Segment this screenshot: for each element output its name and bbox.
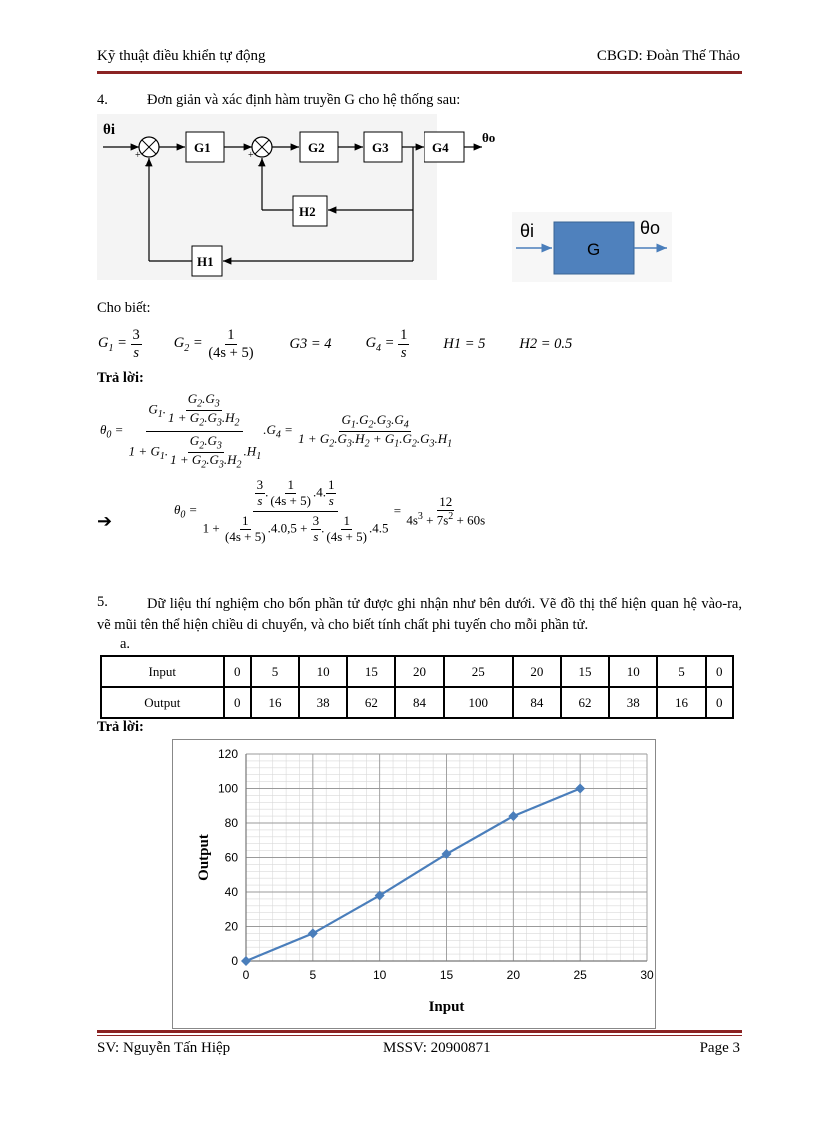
given-values: $G_1$ = $\frac{3}{s}$ $G_2$ = $\frac{1}{(4s + 5)}$ G3 = 4 $G_4$ = $\frac{1}{s}$ H1 = 5 H2 = 0.5 [98,326,573,361]
svg-text:H2: H2 [299,204,316,219]
svg-text:+: + [135,150,141,161]
input-cell: 5 [657,656,705,687]
y-tick-label: 100 [217,781,238,796]
header-rule [97,71,742,74]
header-right: CBGD: Đoàn Thế Thảo [596,48,740,64]
svg-text:–: – [258,160,263,171]
io-chart [172,739,656,1029]
output-cell: 16 [657,687,705,718]
q4-number: 4. [97,92,108,108]
arrow-icon: ➔ [97,511,113,531]
x-tick-label: 5 [309,968,317,982]
block-diagram-output [424,126,504,166]
q4-answer-label: Trả lời: [97,370,144,386]
block-diagram [97,114,437,280]
y-tick-label: 120 [217,747,238,761]
svg-text:–: – [145,160,150,171]
svg-text:G4: G4 [432,140,449,155]
input-cell: 5 [251,656,299,687]
q5-text: Dữ liệu thí nghiệm cho bốn phần tử được ghi nhận như bên dưới. Vẽ đồ thị thể hiện quan hệ vào-ra, vẽ mũi tên thể hiện chiều di chuyển, và cho biết tính chất phi tuyến cho mỗi phần tử. [97,596,742,633]
given-h1: H1 = 5 [443,335,486,352]
input-cell: 25 [444,656,513,687]
input-cell: 15 [561,656,609,687]
x-tick-label: 20 [506,968,521,982]
y-tick-label: 20 [224,919,238,934]
diagram-output-label: θo [482,130,496,145]
x-tick-label: 10 [372,968,387,982]
equation-1: $\theta_0$ = $G_1$. $\frac{G_2.G_3}{1 + G_2.G_3.H_2}$ $1 + G_1$. $\frac{G_2.G_3}{1 + G_2.G_3.H_2}$ $.H_1$ $.G_4$ = $\frac{G_1.G_2.G_3.G_4}{1 + G_2.G_3.H_2 + G_1.G_2.G_3.H_1}$ [100,391,453,471]
output-cell: 62 [561,687,609,718]
output-cell: 100 [444,687,513,718]
footer-left: SV: Nguyễn Tấn Hiệp [97,1040,231,1056]
y-tick-label: 60 [224,850,238,865]
given-h2: H2 = 0.5 [519,335,573,352]
diagram-input-label: θi [103,122,115,138]
x-axis-label: Input [428,999,465,1015]
svg-text:G1: G1 [194,140,211,155]
output-label: Output [101,687,224,718]
table-row-output [101,687,733,718]
input-cell: 15 [347,656,395,687]
equiv-output-label: θo [640,218,661,238]
given-g3: G3 = 4 [289,335,332,352]
header-left: Kỹ thuật điều khiển tự động [97,48,266,64]
input-cell: 0 [706,656,733,687]
q5-sub: a. [120,636,131,652]
svg-text:G2: G2 [308,140,325,155]
svg-text:G: G [587,240,601,259]
input-cell: 20 [395,656,443,687]
svg-text:+: + [248,150,254,161]
equivalent-diagram [512,212,672,282]
input-cell: 10 [299,656,347,687]
y-axis-label: Output [196,834,212,881]
x-tick-label: 25 [573,968,587,982]
input-label: Input [101,656,224,687]
table-row-input [101,656,733,687]
footer-right: Page 3 [699,1040,740,1056]
output-cell: 0 [224,687,251,718]
footer-rule [97,1030,742,1033]
data-table [100,655,734,719]
x-tick-label: 0 [242,968,250,982]
y-tick-label: 0 [231,954,238,968]
output-cell: 62 [347,687,395,718]
output-cell: 16 [251,687,299,718]
given-label: Cho biết: [97,300,151,316]
output-cell: 84 [513,687,561,718]
q4-text: Đơn giản và xác định hàm truyền G cho hệ thống sau: [147,92,461,108]
y-tick-label: 80 [224,816,238,830]
svg-text:H1: H1 [197,254,214,269]
input-cell: 0 [224,656,251,687]
equiv-input-label: θi [520,221,535,241]
equation-2: $\theta_0$ = $\frac{3}{s}$ . $\frac{1}{(4s + 5)}$ .4. $\frac{1}{s}$ 1 + $\frac{1}{(4s + 5)}$ .4.0,5 + $\frac{3}{s}$ . $\frac{1}{(4s + 5)}$ .4.5 = $\frac{12}{4s^3 + 7s^2 + 60s}$ [174,477,486,544]
footer-center: MSSV: 20900871 [383,1040,491,1056]
input-cell: 20 [513,656,561,687]
output-cell: 38 [609,687,657,718]
chart-frame [173,740,656,1029]
svg-text:G3: G3 [372,140,389,155]
q5-number: 5. [97,594,108,610]
x-tick-label: 30 [640,968,654,982]
input-cell: 10 [609,656,657,687]
y-tick-label: 40 [224,885,238,899]
output-cell: 0 [706,687,733,718]
output-cell: 84 [395,687,443,718]
x-tick-label: 15 [439,968,454,982]
output-cell: 38 [299,687,347,718]
equation-result: $\frac{12}{4s^3 + 7s^2 + 60s}$ [406,493,486,528]
q5-answer-label: Trả lời: [97,719,144,735]
